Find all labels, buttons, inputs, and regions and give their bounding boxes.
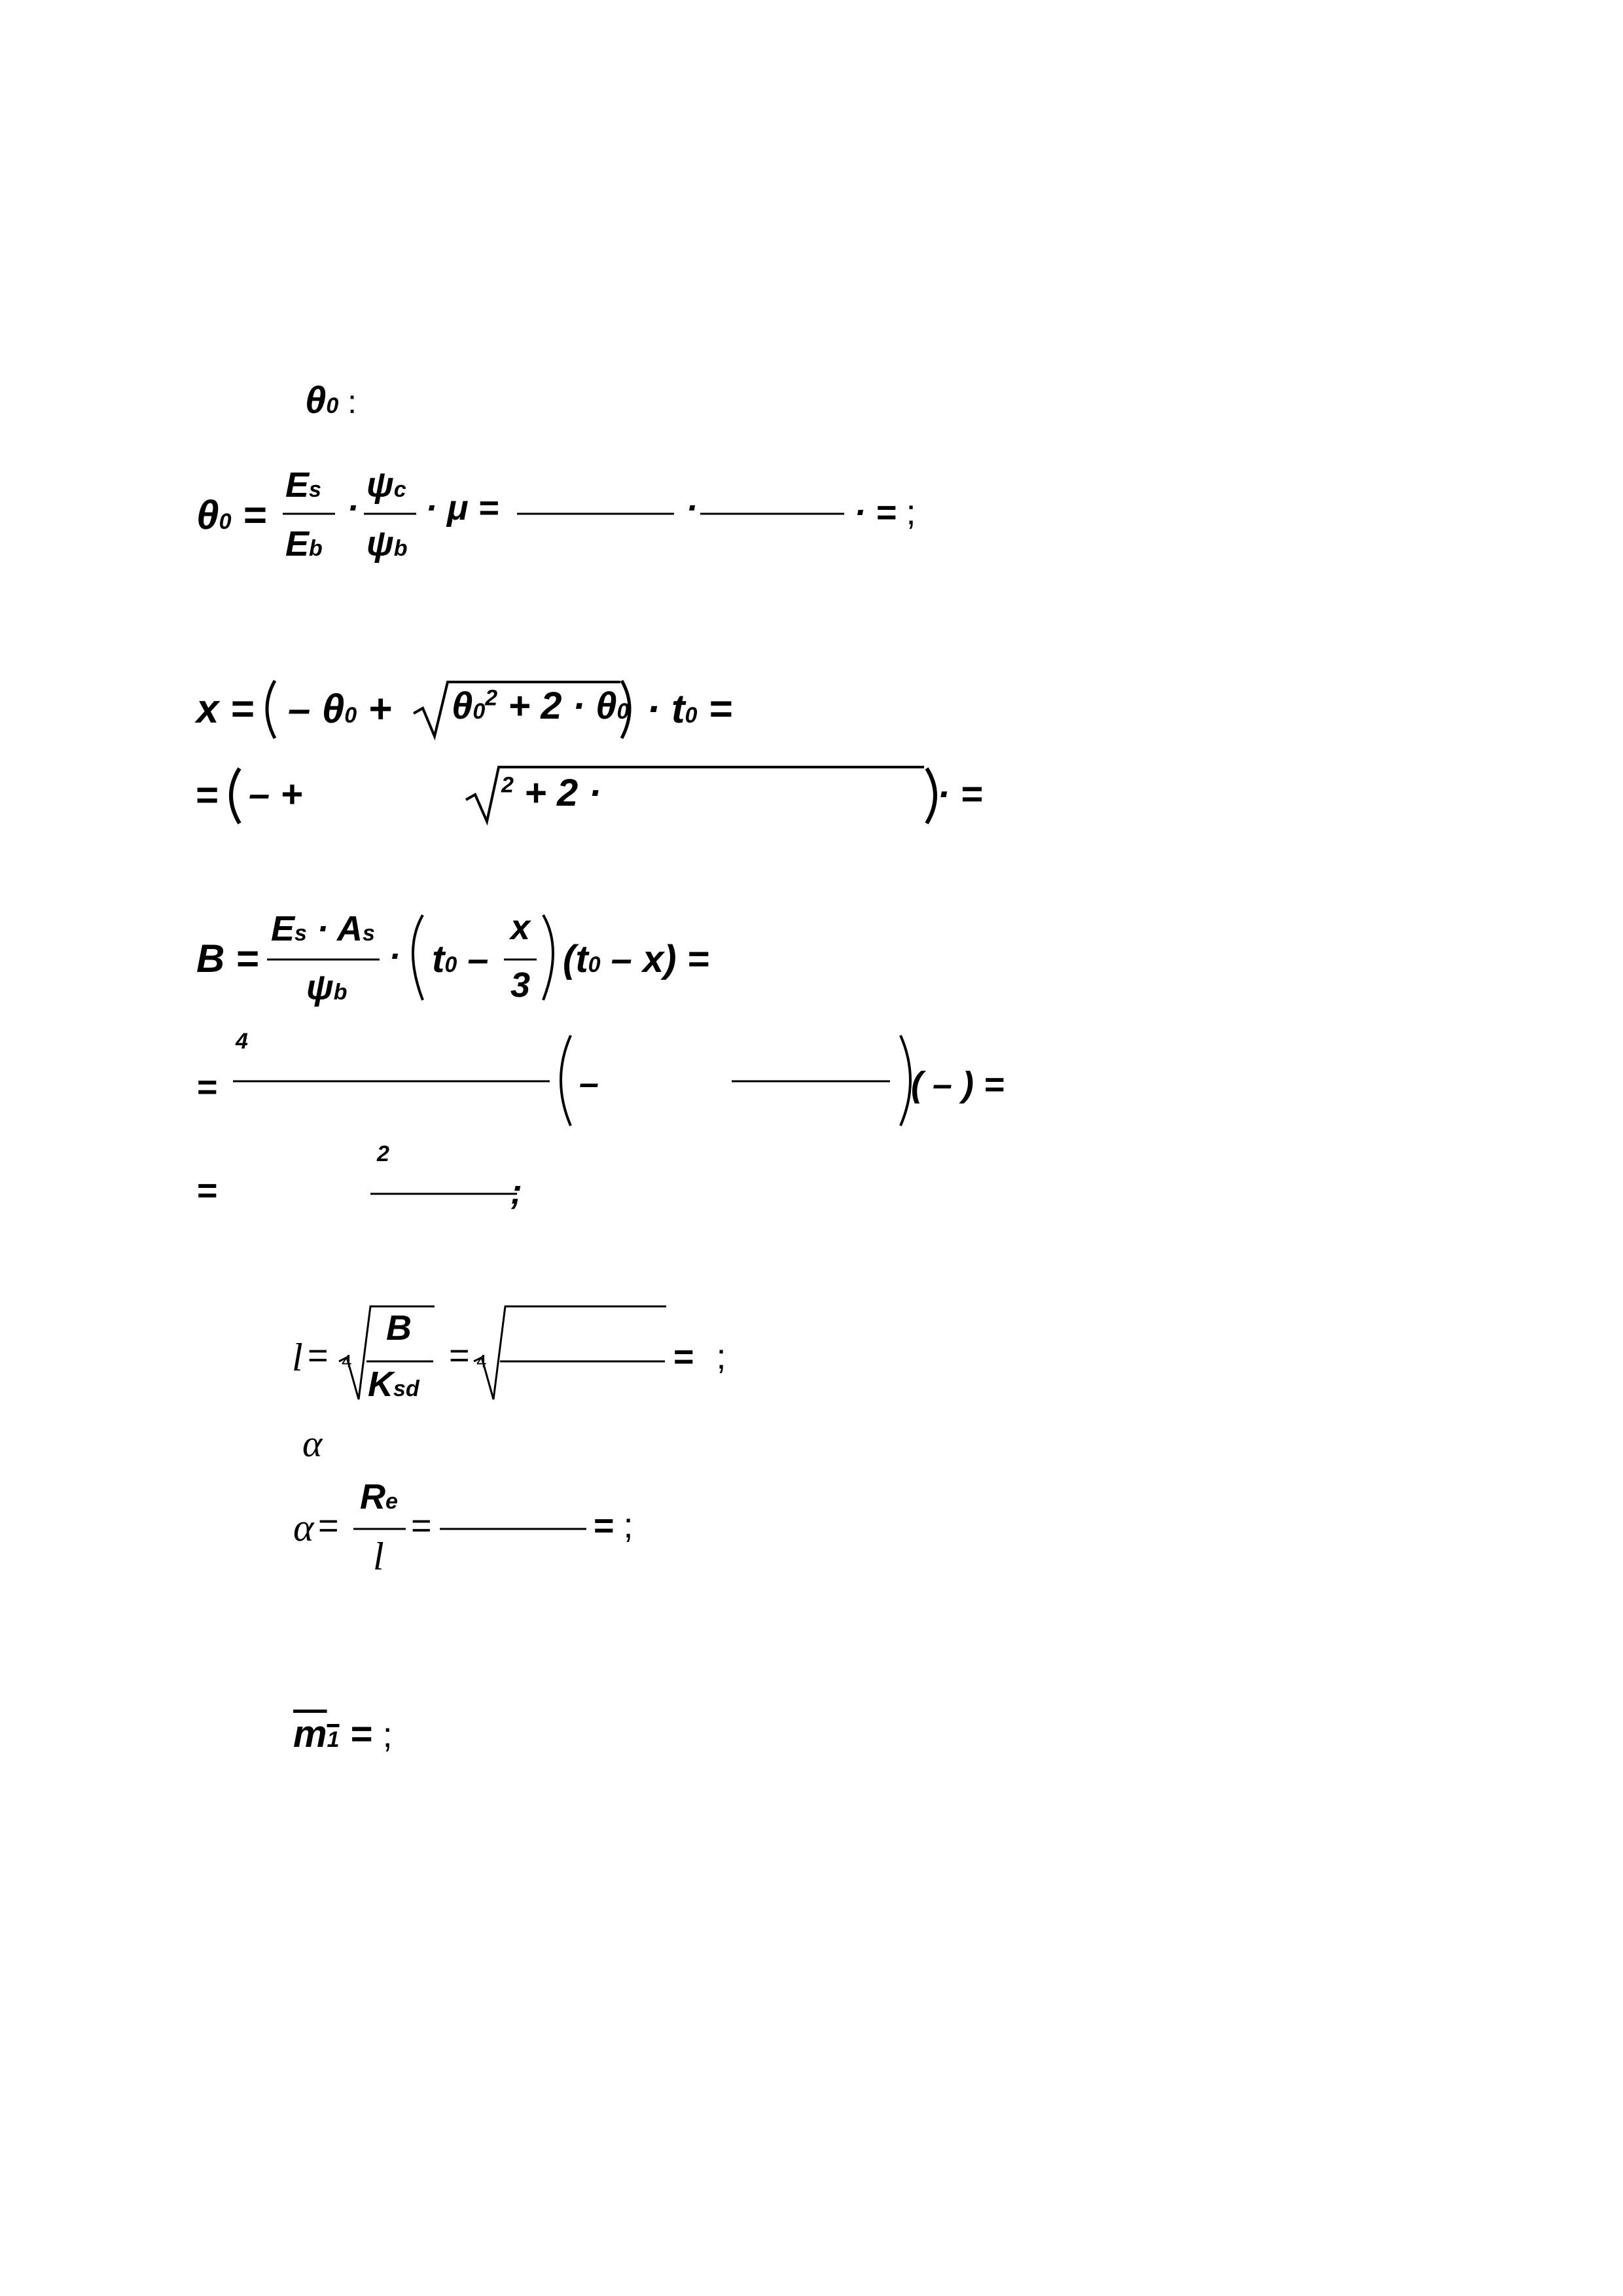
alpha-eq2: = [411, 1506, 432, 1545]
x-lparen [267, 681, 275, 738]
b2-rparen [901, 1035, 910, 1126]
mu-symbol: · μ = [425, 488, 499, 528]
b-t0-x: (t0 – x) = [563, 938, 709, 980]
x-sqrt-content: $\theta 0^2 + 2 \cdot \theta 0$ [452, 685, 630, 727]
b-line3-result: = [196, 1171, 217, 1210]
b-line2-eq: = [196, 1067, 217, 1107]
l-radical2 [474, 1306, 666, 1399]
x2-rparen [927, 768, 935, 823]
b-line2-t0: – [579, 1064, 599, 1103]
b2-lparen [561, 1035, 571, 1126]
dot-op: · [347, 488, 359, 528]
theta0-lhs: θ0 = [196, 493, 266, 538]
l-B-num: B [386, 1308, 412, 1348]
alpha-result: = ; [593, 1506, 633, 1545]
alpha-eq1: = [318, 1506, 339, 1545]
alpha-Re: Re [360, 1477, 398, 1516]
x-line2-theta: – + [249, 773, 303, 816]
x-rparen [622, 681, 630, 738]
x-line2-sqrt: $^2$ + 2 · [501, 772, 601, 814]
es-symbol: Es [285, 465, 321, 505]
b-lhs: B = [196, 937, 259, 980]
x-inner: – θ0 + [288, 687, 392, 732]
m1-formula: m1 = ; [293, 1713, 393, 1755]
l-symbol: l [292, 1336, 303, 1379]
dot-op2: · [686, 488, 698, 528]
x-t0: · t0 = [647, 687, 732, 732]
x-lhs: x = [196, 687, 254, 732]
l-eq1: = [308, 1336, 329, 1375]
theta-symbol: θ0 [305, 379, 339, 422]
b-psi-b: ψb [306, 968, 348, 1007]
l-root-index1: 4 [342, 1351, 352, 1371]
x2-radical [466, 767, 924, 821]
x-line2-eq: = [195, 773, 219, 817]
b-3-den: 3 [510, 965, 531, 1005]
b-x-num: x [510, 908, 531, 947]
l-radical1 [339, 1306, 435, 1399]
b-rparen [543, 915, 553, 1000]
b-dot: · [389, 937, 401, 976]
b-unit-semicolon: ; [510, 1172, 522, 1211]
x-line2-result: · = [937, 773, 983, 816]
x2-lparen [231, 768, 240, 823]
alpha-symbol: α [302, 1422, 323, 1465]
alpha-l: l [373, 1535, 384, 1578]
alpha-lhs: α [293, 1506, 314, 1549]
b-t0-minus: t0 – [432, 938, 489, 980]
b-es-as: Es · As [271, 909, 375, 948]
b-lparen [413, 915, 423, 1000]
b-line2-num: 4 [236, 1029, 248, 1054]
l-Ksd-den: Ksd [368, 1365, 419, 1404]
l-root-index2: 4 [476, 1351, 487, 1371]
l-eq2: = [449, 1336, 470, 1375]
val-mu: · = ; [854, 493, 916, 532]
l-result: = ; [673, 1337, 726, 1376]
psi-c-symbol: ψc [366, 465, 406, 505]
b-unit-num: 2 [377, 1141, 389, 1166]
eb-symbol: Eb [285, 524, 323, 564]
psi-b-symbol: ψb [366, 524, 408, 564]
x-radical [414, 682, 620, 736]
b-line2-paren: ( – ) = [911, 1065, 1005, 1104]
param-theta-label: θ0 : [305, 379, 357, 422]
